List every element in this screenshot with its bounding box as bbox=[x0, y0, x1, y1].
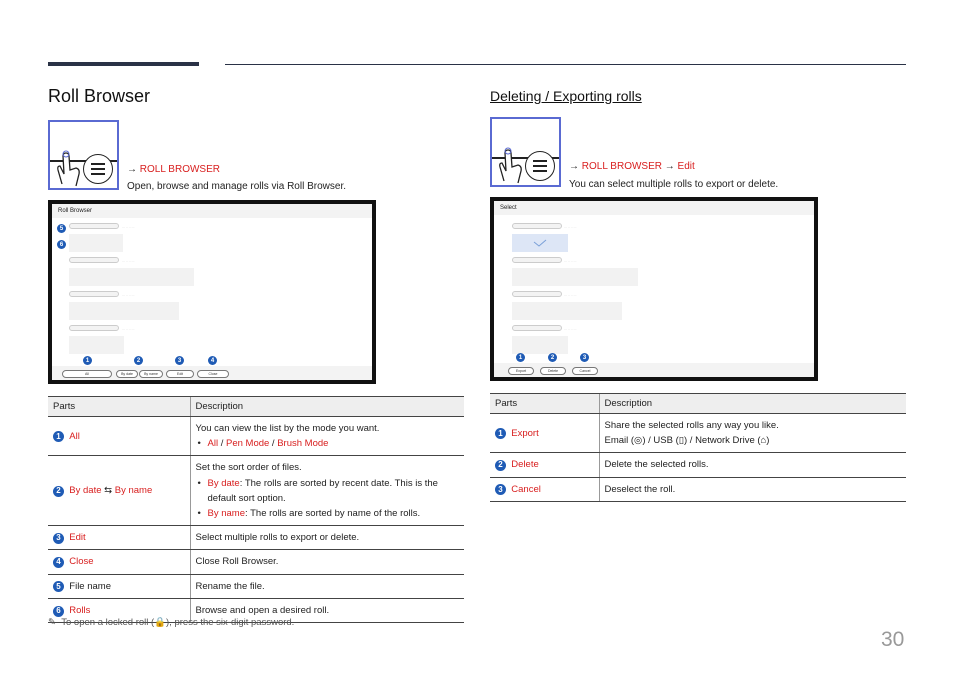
left-parts-table bbox=[48, 396, 464, 623]
table-row: 1 Export Share the selected rolls any way you like. Email (◎) / USB (▯) / Network Drive (⌂) bbox=[490, 414, 906, 453]
roll-item[interactable] bbox=[69, 302, 179, 320]
right-description: You can select multiple rolls to export or delete. bbox=[569, 179, 779, 190]
roll-item[interactable] bbox=[69, 336, 124, 354]
touch-menu-thumbnail bbox=[48, 120, 119, 190]
table-row: 5 File name Rename the file. bbox=[48, 574, 464, 598]
screen-button-bar bbox=[52, 366, 372, 380]
menu-icon bbox=[83, 154, 113, 184]
file-name-pill[interactable] bbox=[512, 257, 562, 263]
section-title: Deleting / Exporting rolls bbox=[490, 88, 642, 104]
hand-tap-icon bbox=[492, 119, 561, 187]
hand-tap-icon bbox=[50, 122, 119, 190]
file-name-pill[interactable] bbox=[69, 291, 119, 297]
menu-icon bbox=[525, 151, 555, 181]
table-row: 3 Edit Select multiple rolls to export or delete. bbox=[48, 526, 464, 550]
edit-button[interactable]: Edit bbox=[166, 370, 194, 378]
header-thick-bar bbox=[48, 62, 199, 66]
export-button[interactable]: Export bbox=[508, 367, 534, 375]
roll-item[interactable] bbox=[512, 302, 622, 320]
footnote: ✎ To open a locked roll (🔒), press the six-digit password. bbox=[48, 617, 295, 628]
col-description: Description bbox=[599, 394, 906, 414]
roll-item[interactable] bbox=[69, 234, 123, 252]
col-description: Description bbox=[190, 397, 464, 417]
close-button[interactable]: Close bbox=[197, 370, 229, 378]
marker-2: 2 bbox=[134, 356, 143, 365]
marker-1: 1 bbox=[516, 353, 525, 362]
right-menu-path: → ROLL BROWSER → Edit bbox=[569, 161, 695, 172]
left-description: Open, browse and manage rolls via Roll Browser. bbox=[127, 181, 346, 192]
touch-menu-thumbnail-right bbox=[490, 117, 561, 187]
file-name-pill[interactable] bbox=[69, 223, 119, 229]
check-icon bbox=[512, 234, 568, 252]
table-row: 6 Rolls Browse and open a desired roll. bbox=[48, 598, 464, 622]
marker-5: 5 bbox=[57, 224, 66, 233]
marker-1: 1 bbox=[83, 356, 92, 365]
col-parts: Parts bbox=[48, 397, 190, 417]
marker-3: 3 bbox=[580, 353, 589, 362]
marker-4: 4 bbox=[208, 356, 217, 365]
marker-3: 3 bbox=[175, 356, 184, 365]
selected-roll-item[interactable] bbox=[512, 234, 568, 252]
file-name-pill[interactable] bbox=[69, 325, 119, 331]
all-button[interactable]: All bbox=[62, 370, 112, 378]
marker-2: 2 bbox=[548, 353, 557, 362]
page-number: 30 bbox=[881, 628, 905, 651]
table-row: 2 Delete Delete the selected rolls. bbox=[490, 453, 906, 477]
table-row: 1 All You can view the list by the mode you want. • All / Pen Mode / Brush Mode bbox=[48, 417, 464, 456]
header-thin-rule bbox=[225, 64, 906, 65]
roll-item[interactable] bbox=[512, 268, 638, 286]
left-menu-path: → ROLL BROWSER bbox=[127, 164, 220, 175]
file-name-pill[interactable] bbox=[512, 325, 562, 331]
file-name-pill[interactable] bbox=[512, 223, 562, 229]
table-row: 4 Close Close Roll Browser. bbox=[48, 550, 464, 574]
marker-6: 6 bbox=[57, 240, 66, 249]
screen-title: Roll Browser bbox=[52, 204, 372, 218]
delete-button[interactable]: Delete bbox=[540, 367, 566, 375]
select-screen: Select ··· ·· ·· ··· ··· ·· ·· ··· ··· ·· ·· ··· ··· ·· ·· ··· 1 2 3 Export Delete Cancel bbox=[490, 197, 818, 381]
by-date-button[interactable]: By date bbox=[116, 370, 138, 378]
col-parts: Parts bbox=[490, 394, 599, 414]
roll-item[interactable] bbox=[69, 268, 194, 286]
table-row: 3 Cancel Deselect the roll. bbox=[490, 477, 906, 501]
table-row: 2 By date ⇆ By name Set the sort order of files. • By date: The rolls are sorted by recent date. This is the default sort option. • By name: The rolls are sorted by name of the rolls. bbox=[48, 456, 464, 526]
screen-button-bar bbox=[494, 363, 814, 377]
file-name-pill[interactable] bbox=[69, 257, 119, 263]
screen-title: Select bbox=[494, 201, 814, 215]
right-parts-table bbox=[490, 393, 906, 502]
cancel-button[interactable]: Cancel bbox=[572, 367, 598, 375]
file-name-pill[interactable] bbox=[512, 291, 562, 297]
roll-item[interactable] bbox=[512, 336, 568, 354]
page-title: Roll Browser bbox=[48, 86, 151, 106]
by-name-button[interactable]: By name bbox=[139, 370, 163, 378]
roll-browser-screen: Roll Browser 5 6 ··· ·· ·· ··· ··· ·· ·· ··· ··· ·· ·· ··· ··· ·· ·· ··· 1 2 3 4 All By date By name Edit Close bbox=[48, 200, 376, 384]
pencil-note-icon: ✎ bbox=[48, 617, 56, 628]
